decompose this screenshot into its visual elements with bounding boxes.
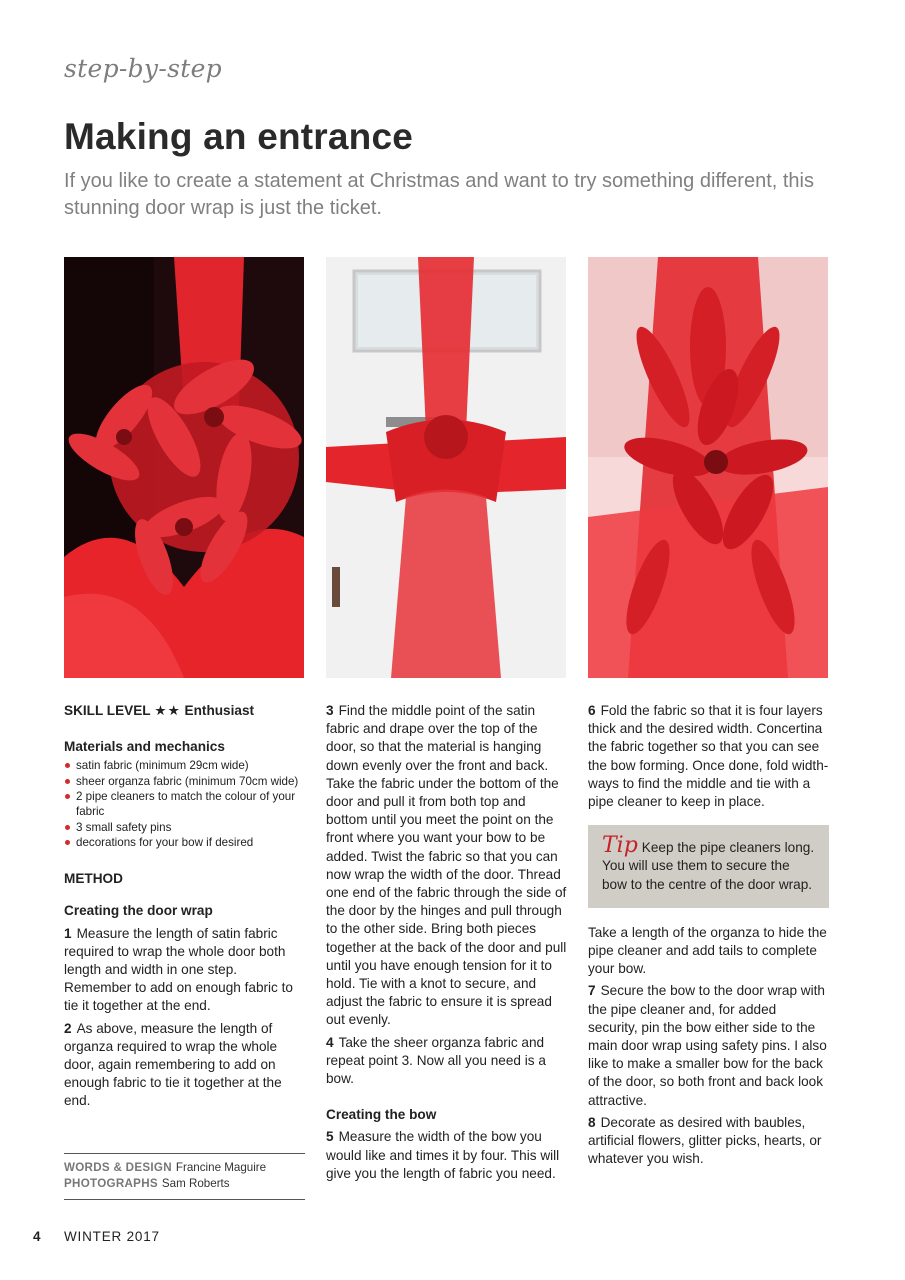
column-2 xyxy=(326,702,567,1187)
bullet-icon xyxy=(65,794,70,799)
step-4: 4 Take the sheer organza fabric and repeat point 3. Now all you need is a bow. xyxy=(326,1034,546,1087)
step-6: 6 Fold the fabric so that it is four layers thick and the desired width. Concertina the fabric together so that you can see the bow forming. Once done, fold width-ways to find the middle and tie with a pipe cleaner to keep in place. xyxy=(588,703,829,810)
skill-level-label: SKILL LEVEL xyxy=(64,703,151,718)
materials-heading: Materials and mechanics xyxy=(64,739,225,755)
method-heading: METHOD xyxy=(64,871,123,887)
step-2: 2 As above, measure the length of organza required to wrap the whole door, again remembering to add on enough fabric to tie it together at the end. xyxy=(64,1020,282,1109)
list-item: satin fabric (minimum 29cm wide) xyxy=(64,758,305,773)
bullet-icon xyxy=(65,763,70,768)
list-item: sheer organza fabric (minimum 70cm wide) xyxy=(64,774,305,789)
credit-photos: PHOTOGRAPHS Sam Roberts xyxy=(64,1176,230,1190)
bullet-icon xyxy=(65,779,70,784)
tip-label: Tip xyxy=(602,833,638,859)
materials-list xyxy=(64,758,305,850)
bullet-icon xyxy=(65,825,70,830)
organza-paragraph: Take a length of the organza to hide the pipe cleaner and add tails to complete your bow. xyxy=(588,924,827,977)
credit-words: WORDS & DESIGN Francine Maguire xyxy=(64,1161,267,1174)
photo-glitter-poinsettia xyxy=(588,257,828,678)
photo-poinsettia-closeup xyxy=(64,257,304,678)
skill-level-value: Enthusiast xyxy=(184,703,255,718)
tip-box xyxy=(588,825,829,908)
standfirst: If you like to create a statement at Christmas and want to try something different, this stunning door wrap is just the ticket. xyxy=(64,170,814,219)
section-kicker: step-by-step xyxy=(64,54,222,83)
step-5: 5 Measure the width of the bow you would like and times it by four. This will give you the length of fabric you need. xyxy=(326,1129,560,1181)
photo-door-wrap xyxy=(326,257,566,678)
skill-stars: ★★ xyxy=(154,703,181,718)
step-3: 3 Find the middle point of the satin fabric and drape over the top of the door, so that the material is hanging down evenly over the front and back. Take the fabric under the bottom of the door and pull it from both top and bottom until you meet the point on the front where you want your bow to be added. Twist the fabric so that you can now wrap the width of the door. Thread one end of the fabric through the side of the door by the hinges and pull through to the other side. Bring both pieces together at the back of the door and pull until you have enough tension for it to hold. Tie with a knot to secure, and adjust the fabric to ensure it is spread out evenly. xyxy=(326,703,567,1028)
step-1: 1 Measure the length of satin fabric required to wrap the whole door both length and width in one step. Remember to add on enough fabric to tie it together at the end. xyxy=(64,925,293,1014)
tip-text: Keep the pipe cleaners long. You will use them to secure the bow to the centre of the door wrap. xyxy=(602,840,815,892)
list-item: 3 small safety pins xyxy=(64,820,305,835)
list-item: 2 pipe cleaners to match the colour of your fabric xyxy=(64,789,305,820)
column-3 xyxy=(588,702,829,1172)
page-number: 4 xyxy=(33,1229,41,1244)
issue-label: WINTER 2017 xyxy=(64,1229,160,1244)
page-title: Making an entrance xyxy=(64,116,414,157)
column-1 xyxy=(64,702,305,1115)
credits xyxy=(64,1153,305,1200)
list-item: decorations for your bow if desired xyxy=(64,835,305,850)
step-8: 8 Decorate as desired with baubles, artificial flowers, glitter picks, hearts, or whatever you wish. xyxy=(588,1114,822,1167)
skill-level xyxy=(64,702,305,720)
bow-heading: Creating the bow xyxy=(326,1107,437,1123)
step-7: 7 Secure the bow to the door wrap with the pipe cleaner and, for added security, pin the bow either side to the main door wrap using safety pins. I also like to make a smaller bow for the back of the door, so both front and back look attractive. xyxy=(588,983,827,1108)
bullet-icon xyxy=(65,840,70,845)
door-wrap-heading: Creating the door wrap xyxy=(64,903,213,919)
